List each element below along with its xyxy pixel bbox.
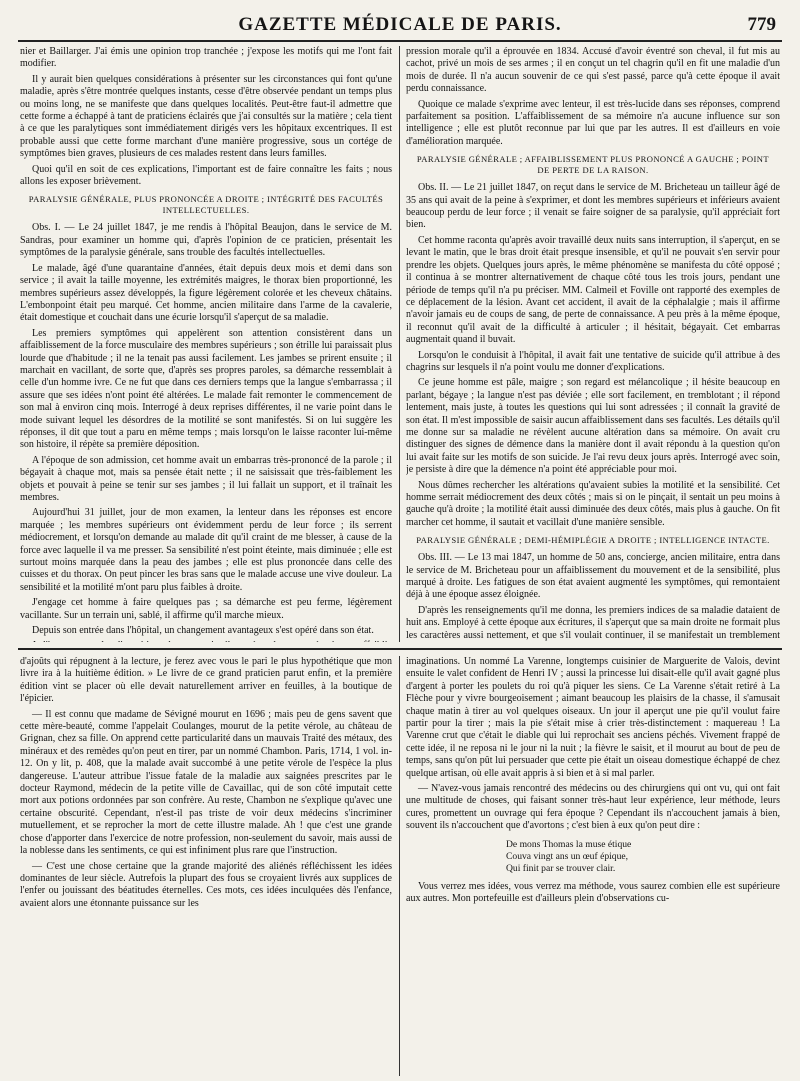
paragraph: Depuis son entrée dans l'hôpital, un changement avantageux s'est opéré dans son état. bbox=[32, 625, 374, 637]
verse-quote bbox=[506, 839, 780, 875]
paragraph: Quoi qu'il en soit de ces explications, l'important est de faire connaître les faits ; nous allons les exposer brièvement. bbox=[20, 163, 392, 188]
bottom-left-column bbox=[20, 656, 392, 1076]
paragraph: d'ajoûts qui répugnent à la lecture, je ferez avec vous le pari le plus hypothétique que mon livre ira à la huitième édition. » Le livre de ce grand praticien parut enfin, et la première édition vint se placer où elle devait naturellement arriver en feuilles, à la boutique de l'épicier. bbox=[20, 656, 392, 705]
paragraph: — Il est connu que madame de Sévigné mourut en 1696 ; mais peu de gens savent que cette mère-beauté, comme l'appelait Coulanges, mourut de la petite vérole, au château de Grignan, chez sa fille. On apprend cette particularité dans un mauvais Traité des métaux, des minéraux et des remèdes qu'on peut en tirer, par un nommé Chambon. Paris, 1714, 1 vol. in-12. On y lit, p. 408, que la malade avait succombé à une petite vérole de l'espèce la plus dangereuse. L'auteur attribue l'issue fatale de la maladie aux saignées prescrites par le docteur Raymond, médecin de la petite ville de Cavaillac, qui de son côté imputait cette mort aux potions ordonnées par son confrère. Au reste, Chambon ne s'explique qu'avec une certaine obscurité. Cependant, n'est-il pas triste de voir deux médecins s'incriminer mutuellement, et se reprocher la mort de cette illustre malade. Ah ! que c'est une grande chose d'apporter dans l'exercice de notre profession, non-seulement du savoir, mais aussi de la noblesse dans les sentiments, ce qui est infiniment plus rare que l'instruction. bbox=[20, 708, 392, 857]
column-divider bbox=[399, 46, 400, 642]
page-header bbox=[18, 10, 782, 42]
top-left-column bbox=[20, 46, 392, 642]
paragraph: — C'est une chose certaine que la grande majorité des aliénés réfléchissent les idées dominantes de leur siècle. Autrefois la plupart des fous se croyaient livrés aux supplices de l'enfer ou jouissant des béatitudes éternelles. Ces mots, ces idées inculquées dès l'enfance, avaient alors une étonnante puissance sur les bbox=[20, 860, 392, 909]
paragraph: — N'avez-vous jamais rencontré des médecins ou des chirurgiens qui ont vu, qui ont fait une multitude de choses, qui faisant sonner très-haut leur expérience, leur méthode, leurs cures, promettent un ouvrage qui fera époque ? Cependant ils n'accouchent jamais à bien, souvent ils n'accouchent que d'avortons ; c'est bien à eux qu'on peut dire : bbox=[406, 783, 780, 832]
feuilleton-divider bbox=[18, 648, 782, 650]
section-heading: PARALYSIE GÉNÉRALE ; DEMI-HÉMIPLÉGIE A DROITE ; INTELLIGENCE INTACTE. bbox=[416, 535, 770, 546]
column-divider bbox=[399, 656, 400, 1076]
paragraph: A l'époque de son admission, cet homme avait un embarras très-prononcé de la parole ; il bégayait à chaque mot, mais sa pensée était nette ; il ne saisissait que très-faiblement les objets et pouvait à peine se tenir sur ses jambes ; il lui fallait un support, et il traînait les membres. bbox=[20, 454, 392, 503]
paragraph: Nous dûmes rechercher les altérations qu'avaient subies la motilité et la sensibilité. Cet homme serrait médiocrement des deux côtés ; mais si on le pinçait, il sentait un peu moins à gauche qu'à droite ; la motilité était aussi diminuée des deux côtés, mais plus à gauche. On fit marcher cet homme, il sautait et vacillait d'une manière sensible. bbox=[406, 479, 780, 528]
bottom-right-column bbox=[406, 656, 780, 1076]
verse-line: Qui finit par se trouver clair. bbox=[506, 862, 616, 874]
paragraph: Quoique ce malade s'exprime avec lenteur, il est très-lucide dans ses réponses, comprend parfaitement sa position. L'affaiblissement de sa mémoire n'a aucune influence sur son intelligence ; elle est plutôt reconnue par lui que par les autres. Il est d'ailleurs en voie d'amélioration marquée. bbox=[406, 98, 780, 147]
paragraph: imaginations. Un nommé La Varenne, longtemps cuisinier de Marguerite de Valois, devint ensuite le valet confident de Henri IV ; aussi la princesse lui disait-elle qu'il avait gagné plus d'argent à porter les poulets du roi qu'à piquer les siens. Ce La Varenne s'était retiré à La Flèche pour y vivre bourgeoisement ; aimant beaucoup les plaisirs de la chasse, il s'amusait chaque matin à tirer au vol quelques oiseaux. Un jour il aperçut une pie qu'il voulut faire partir pour la tirer ; mais la pie s'était mise à crier très-distinctement : maquereau ! La Varenne crut que c'était le diable qui lui reprochait ses anciens péchés. Vivement frappé de cette idée, il ne reposa ni le jour ni la nuit ; la fièvre le saisit, et il mourut au bout de peu de temps, sans qu'on pût lui persuader que cette pie était un oiseau domestique échappé de chez quelque artisan, où elle avait appris à si bien et à si mal parler. bbox=[406, 656, 780, 779]
paragraph: pression morale qu'il a éprouvée en 1834. Accusé d'avoir éventré son cheval, il fut mis au cachot, privé un mois de ses armes ; il en conçut un tel chagrin qu'il en fit une maladie d'un mois de durée. Il n'a aucun souvenir de ce qui s'est passé, parce qu'à cette époque il avait perdu connaissance. bbox=[406, 46, 780, 95]
paragraph: Ce jeune homme est pâle, maigre ; son regard est mélancolique ; il hésite beaucoup en parlant, bégaye ; la langue n'est pas déviée ; elle sort facilement, en tremblotant ; il répond lentement, mais juste, à toutes les questions qui lui sont adressées ; il connaît la gravité de son état. Il m'est impossible de saisir aucun affaiblissement dans ses facultés. Les détails qu'il me donne sur sa maladie ne révèlent aucune altération dans sa mémoire. On avait cru distinguer des signes de démence dans la manière dont il avait répondu à la question qu'on lui avait faite sur les motifs de son suicide. Je l'ai revu deux jours après. Interrogé avec soin, je persiste à dire que la démence n'a point été appréciable pour moi. bbox=[406, 377, 780, 476]
paragraph: Le malade, âgé d'une quarantaine d'années, était depuis deux mois et demi dans son service ; il avait la taille moyenne, les extrémités maigres, le thorax bien proportionné, les membres supérieurs assez développés, la figure légèrement colorée et les cheveux châtains. L'embonpoint était peu marqué. Cet homme, ancien militaire dans l'arme de la cavalerie, était domestique et couchait dans une écurie lorsqu'il s'aperçut de sa maladie. bbox=[20, 262, 392, 324]
paragraph: Obs. II. — Le 21 juillet 1847, on reçut dans le service de M. Bricheteau un tailleur âgé de 35 ans qui avait de la peine à s'exprimer, et dont les membres supérieurs et inférieurs avaient beaucoup perdu de leur force ; il venait se faire soigner de sa paralysie, qu'il appréciait fort bien. bbox=[406, 182, 780, 231]
paragraph: Les premiers symptômes qui appelèrent son attention consistèrent dans un affaiblissement de la force musculaire des membres supérieurs ; son étrille lui paraissait plus lourde que d'habitude ; il ne la tenait pas aussi facilement. Les jambes se prirent ensuite ; il marchait en vacillant, de sorte que, d'après ses propres paroles, sa démarche ressemblait à celle d'un homme ivre. Ce ne fut que dans ces derniers temps que la langue s'embarrassa ; il assure que ses idées n'ont point été altérées. Le malade fait remonter le commencement de son mal à environ cinq mois. Interrogé à deux reprises différentes, il ne varie point dans le mode suivant lequel les désordres de la motilité se sont manifestés. Si on lui suggère les réponses, il dit que tout a paru en même temps ; mais lorsqu'on le laisse raconter lui-même son histoire, il répète sa première déposition. bbox=[20, 327, 392, 451]
paragraph bbox=[20, 640, 392, 642]
section-heading: PARALYSIE GÉNÉRALE ; AFFAIBLISSEMENT PLUS PRONONCÉ A GAUCHE ; POINT DE PERTE DE LA RAISON. bbox=[416, 154, 770, 176]
top-right-column bbox=[406, 46, 780, 642]
paragraph: nier et Baillarger. J'ai émis une opinion trop tranchée ; j'expose les motifs qui me l'ont fait modifier. bbox=[20, 46, 392, 70]
journal-title: GAZETTE MÉDICALE DE PARIS. bbox=[238, 14, 562, 35]
verse-line: De mons Thomas la muse étique bbox=[506, 838, 632, 850]
verse-line: Couva vingt ans un œuf épique, bbox=[506, 850, 629, 862]
paragraph: Aujourd'hui 31 juillet, jour de mon examen, la lenteur dans les réponses est encore marquée ; les membres supérieurs ont évidemment perdu de leur force ; ils serrent médiocrement, et lorsqu'on demande au malade dit qu'il craint de me blesser, à cause de la force avec laquelle il va me presser. Sa sensibilité n'est point éteinte, mais diminuée ; elle est surtout moins marquée dans la peau des jambes ; elle est plus prononcée dans celle des cuisses et du thorax. On peut pincer les bras sans que le malade accuse une vive douleur. La sensibilité et la motilité m'ont paru plus faibles à droite. bbox=[20, 507, 392, 593]
paragraph: Il y aurait bien quelques considérations à présenter sur les circonstances qui font qu'une maladie, après s'être montrée quelques instants, cesse d'être observée pendant un temps plus ou moins long, ne se manifeste que dans quelques localités. Peut-être faut-il admettre que cette forme a échappé à tant de praticiens éclairés que j'ai consultés sur la matière ; cela tient à ce que les paralytiques sont immédiatement dirigés vers les hôpitaux excentriques. Il est probable aussi que cette forme marchant d'une manière progressive, sous un cortége de symptômes bien graves, plusieurs de ces malades restent dans leurs familles. bbox=[20, 73, 392, 160]
paragraph: Obs. III. — Le 13 mai 1847, un homme de 50 ans, concierge, ancien militaire, entra dans le service de M. Bricheteau pour un affaiblissement du mouvement et de la sensibilité, plus marqué à droite. Les fatigues de son état avaient augmenté les symptômes, qui remontaient déjà à une époque assez éloignée. bbox=[406, 552, 780, 601]
paragraph: Cet homme raconta qu'après avoir travaillé deux nuits sans interruption, il s'aperçut, en se levant le matin, que le bras droit était presque insensible, et qu'il ne pouvait s'en servir pour prendre les objets. Quelques jours après, le même phénomène se manifesta du côté opposé ; il continua à se montrer alternativement de chaque côté tous les trois jours, pendant une période de temps qu'il n'a pu préciser. MM. Calmeil et Foville ont rapporté des exemples de ce déplacement de la lésion. Avant cet accident, il avait de la céphalalgie ; mais il affirme n'avoir jamais eu de coups de sang, de perte de connaissance. A peu près à la même époque, il reconnut qu'il avait de la difficulté à articuler ; il hésitait, bégayait. Cet embarras augmentait quand il buvait. bbox=[406, 234, 780, 346]
paragraph: Vous verrez mes idées, vous verrez ma méthode, vous saurez combien elle est supérieure aux autres. Mon portefeuille est d'ailleurs plein d'observations cu- bbox=[406, 880, 780, 905]
paragraph: Obs. I. — Le 24 juillet 1847, je me rendis à l'hôpital Beaujon, dans le service de M. Sandras, pour examiner un homme qui, d'après l'opinion de ce praticien, présentait les symptômes de la paralysie générale, sans trouble des facultés intellectuelles. bbox=[20, 222, 392, 259]
page-number: 779 bbox=[747, 14, 776, 35]
section-heading: PARALYSIE GÉNÉRALE, PLUS PRONONCÉE A DROITE ; INTÉGRITÉ DES FACULTÉS INTELLECTUELLES. bbox=[28, 194, 384, 216]
paragraph: D'après les renseignements qu'il me donna, les premiers indices de sa maladie dataient de huit ans. Employé à cette époque aux écritures, il s'aperçut que sa main droite ne formait plus les caractères aussi nettement, et que s'il voulait continuer, il se manifestait un tremblement bbox=[406, 604, 780, 641]
paragraph: J'engage cet homme à faire quelques pas ; sa démarche est peu ferme, légèrement vacillante. Sur un terrain uni, sablé, il affirme qu'il marche mieux. bbox=[20, 597, 392, 621]
paragraph: Lorsqu'on le conduisit à l'hôpital, il avait fait une tentative de suicide qu'il attribue à des chagrins sur lesquels il n'a point voulu me donner d'explications. bbox=[406, 349, 780, 373]
